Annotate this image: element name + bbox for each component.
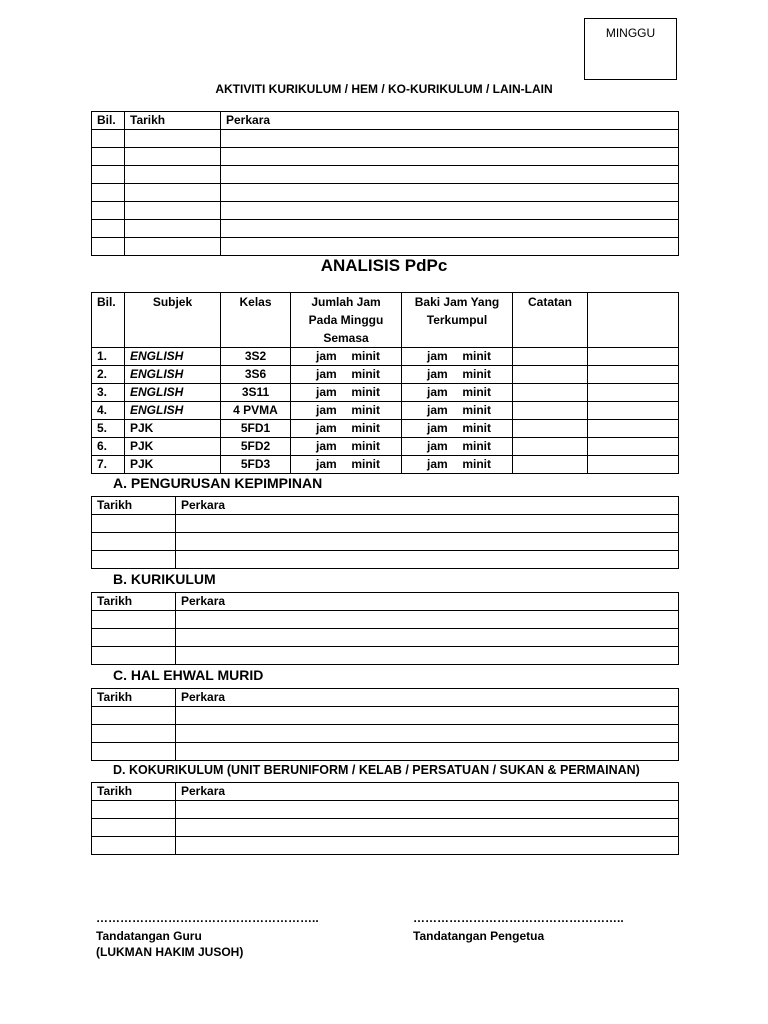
table-cell[interactable]: [92, 707, 176, 725]
col-perkara: Perkara: [221, 112, 679, 130]
jam-label: jam: [427, 385, 448, 399]
analisis-title: ANALISIS PdPc: [320, 256, 448, 275]
jam-label: jam: [427, 457, 448, 471]
jam-label: jam: [316, 385, 337, 399]
table-header-row: [92, 112, 679, 130]
table-cell[interactable]: [221, 220, 679, 238]
row-jumlah-jam[interactable]: [291, 402, 402, 420]
row-subjek: ENGLISH: [125, 366, 221, 384]
row-subjek: PJK: [125, 420, 221, 438]
table-row[interactable]: [92, 743, 679, 761]
table-row[interactable]: [92, 515, 679, 533]
row-extra[interactable]: [588, 384, 679, 402]
table-cell[interactable]: [221, 166, 679, 184]
row-bil: 4.: [92, 402, 125, 420]
row-jumlah-jam[interactable]: [291, 348, 402, 366]
table-cell[interactable]: [176, 629, 679, 647]
section-c-table: [91, 688, 679, 761]
table-row[interactable]: [92, 202, 679, 220]
col-catatan: Catatan: [513, 293, 588, 348]
table-cell[interactable]: [92, 166, 125, 184]
signature-label: Tandatangan Guru: [96, 929, 202, 943]
table-row[interactable]: [92, 837, 679, 855]
table-row[interactable]: [92, 533, 679, 551]
table-cell[interactable]: [125, 148, 221, 166]
table-row[interactable]: [92, 725, 679, 743]
row-kelas: 5FD3: [221, 456, 291, 474]
minit-label: minit: [462, 421, 491, 435]
col-bil: Bil.: [92, 112, 125, 130]
row-subjek: ENGLISH: [125, 402, 221, 420]
row-subjek: PJK: [125, 438, 221, 456]
minit-label: minit: [351, 457, 380, 471]
table-row[interactable]: [92, 366, 679, 384]
pdpc-body: [92, 348, 679, 474]
minit-label: minit: [462, 385, 491, 399]
row-subjek: ENGLISH: [125, 384, 221, 402]
row-catatan[interactable]: [513, 348, 588, 366]
table-row[interactable]: [92, 184, 679, 202]
table-cell[interactable]: [176, 647, 679, 665]
table-row[interactable]: [92, 130, 679, 148]
section-a-title: A. PENGURUSAN KEPIMPINAN: [113, 475, 323, 491]
table-row[interactable]: [92, 384, 679, 402]
table-cell[interactable]: [176, 837, 679, 855]
row-bil: 1.: [92, 348, 125, 366]
jam-label: jam: [316, 403, 337, 417]
row-catatan[interactable]: [513, 420, 588, 438]
row-extra[interactable]: [588, 366, 679, 384]
section-d-title: D. KOKURIKULUM (UNIT BERUNIFORM / KELAB / PERSATUAN / SUKAN & PERMAINAN): [113, 763, 640, 777]
row-baki-jam[interactable]: [402, 456, 513, 474]
table-cell[interactable]: [92, 551, 176, 569]
table-cell[interactable]: [92, 184, 125, 202]
table-row[interactable]: [92, 551, 679, 569]
col-tarikh: Tarikh: [92, 783, 176, 801]
activity-table: [91, 111, 679, 256]
table-cell[interactable]: [125, 166, 221, 184]
page-title: AKTIVITI KURIKULUM / HEM / KO-KURIKULUM / LAIN-LAIN: [215, 82, 553, 96]
minit-label: minit: [351, 403, 380, 417]
row-bil: 6.: [92, 438, 125, 456]
col-tarikh: Tarikh: [92, 593, 176, 611]
table-cell[interactable]: [92, 629, 176, 647]
section-b-title: B. KURIKULUM: [113, 571, 216, 587]
col-tarikh: Tarikh: [92, 689, 176, 707]
jam-label: jam: [316, 367, 337, 381]
jam-label: jam: [427, 439, 448, 453]
row-catatan[interactable]: [513, 438, 588, 456]
col-baki-jam: Baki Jam Yang Terkumpul: [402, 293, 513, 348]
row-baki-jam[interactable]: [402, 384, 513, 402]
table-cell[interactable]: [176, 725, 679, 743]
col-perkara: Perkara: [176, 593, 679, 611]
table-cell[interactable]: [125, 130, 221, 148]
section-c-title: C. HAL EHWAL MURID: [113, 667, 264, 683]
row-kelas: 3S11: [221, 384, 291, 402]
table-cell[interactable]: [92, 148, 125, 166]
table-cell[interactable]: [176, 743, 679, 761]
col-perkara: Perkara: [176, 497, 679, 515]
signature-pengetua: [413, 910, 624, 944]
table-cell[interactable]: [92, 130, 125, 148]
table-cell[interactable]: [176, 707, 679, 725]
row-catatan[interactable]: [513, 366, 588, 384]
jam-label: jam: [427, 349, 448, 363]
signature-line: ……………………………………………..: [413, 911, 624, 925]
row-kelas: 3S6: [221, 366, 291, 384]
col-bil: Bil.: [92, 293, 125, 348]
minit-label: minit: [351, 385, 380, 399]
row-baki-jam[interactable]: [402, 438, 513, 456]
table-row[interactable]: [92, 148, 679, 166]
table-cell[interactable]: [92, 819, 176, 837]
row-catatan[interactable]: [513, 402, 588, 420]
col-tarikh: Tarikh: [92, 497, 176, 515]
jam-label: jam: [427, 421, 448, 435]
table-cell[interactable]: [125, 220, 221, 238]
signature-guru: [96, 910, 319, 960]
table-row[interactable]: [92, 647, 679, 665]
minit-label: minit: [351, 439, 380, 453]
jam-label: jam: [427, 403, 448, 417]
table-cell[interactable]: [125, 184, 221, 202]
table-header-row: [92, 293, 679, 348]
row-bil: 3.: [92, 384, 125, 402]
table-row[interactable]: [92, 707, 679, 725]
row-extra[interactable]: [588, 402, 679, 420]
signature-label: Tandatangan Pengetua: [413, 929, 545, 943]
row-kelas: 5FD1: [221, 420, 291, 438]
table-cell[interactable]: [176, 819, 679, 837]
row-catatan[interactable]: [513, 456, 588, 474]
minggu-box: [584, 18, 677, 80]
table-row[interactable]: [92, 348, 679, 366]
row-kelas: 3S2: [221, 348, 291, 366]
table-cell[interactable]: [125, 202, 221, 220]
row-subjek: PJK: [125, 456, 221, 474]
table-row[interactable]: [92, 238, 679, 256]
minit-label: minit: [462, 403, 491, 417]
row-baki-jam[interactable]: [402, 348, 513, 366]
row-bil: 5.: [92, 420, 125, 438]
table-row[interactable]: [92, 801, 679, 819]
jam-label: jam: [316, 439, 337, 453]
table-cell[interactable]: [92, 611, 176, 629]
row-kelas: 4 PVMA: [221, 402, 291, 420]
minit-label: minit: [351, 421, 380, 435]
table-cell[interactable]: [92, 725, 176, 743]
table-cell[interactable]: [221, 202, 679, 220]
table-cell[interactable]: [221, 148, 679, 166]
table-cell[interactable]: [176, 533, 679, 551]
table-cell[interactable]: [221, 184, 679, 202]
row-kelas: 5FD2: [221, 438, 291, 456]
table-row[interactable]: [92, 456, 679, 474]
row-jumlah-jam[interactable]: [291, 384, 402, 402]
table-cell[interactable]: [125, 238, 221, 256]
jam-label: jam: [316, 457, 337, 471]
table-row[interactable]: [92, 611, 679, 629]
table-cell[interactable]: [92, 533, 176, 551]
minit-label: minit: [462, 367, 491, 381]
table-cell[interactable]: [92, 801, 176, 819]
table-cell[interactable]: [92, 238, 125, 256]
section-d-table: [91, 782, 679, 855]
table-row[interactable]: [92, 166, 679, 184]
minit-label: minit: [462, 439, 491, 453]
row-extra[interactable]: [588, 348, 679, 366]
row-subjek: ENGLISH: [125, 348, 221, 366]
row-jumlah-jam[interactable]: [291, 420, 402, 438]
row-extra[interactable]: [588, 438, 679, 456]
row-baki-jam[interactable]: [402, 402, 513, 420]
table-cell[interactable]: [176, 515, 679, 533]
row-catatan[interactable]: [513, 384, 588, 402]
table-cell[interactable]: [92, 515, 176, 533]
section-b-table: [91, 592, 679, 665]
col-kelas: Kelas: [221, 293, 291, 348]
table-cell[interactable]: [92, 743, 176, 761]
minggu-label: MINGGU: [605, 26, 656, 40]
table-header-row: [92, 497, 679, 515]
col-tarikh: Tarikh: [125, 112, 221, 130]
row-baki-jam[interactable]: [402, 420, 513, 438]
table-row[interactable]: [92, 629, 679, 647]
table-cell[interactable]: [92, 220, 125, 238]
jam-label: jam: [316, 349, 337, 363]
table-cell[interactable]: [92, 647, 176, 665]
table-cell[interactable]: [176, 611, 679, 629]
row-jumlah-jam[interactable]: [291, 366, 402, 384]
section-a-table: [91, 496, 679, 569]
table-cell[interactable]: [92, 837, 176, 855]
row-bil: 7.: [92, 456, 125, 474]
col-subjek: Subjek: [125, 293, 221, 348]
table-header-row: [92, 689, 679, 707]
row-bil: 2.: [92, 366, 125, 384]
row-extra[interactable]: [588, 420, 679, 438]
table-header-row: [92, 783, 679, 801]
table-cell[interactable]: [176, 551, 679, 569]
col-jumlah-jam: Jumlah Jam Pada Minggu Semasa: [291, 293, 402, 348]
table-row[interactable]: [92, 420, 679, 438]
minit-label: minit: [351, 367, 380, 381]
table-cell[interactable]: [221, 238, 679, 256]
col-extra: [588, 293, 679, 348]
table-cell[interactable]: [176, 801, 679, 819]
row-jumlah-jam[interactable]: [291, 438, 402, 456]
row-jumlah-jam[interactable]: [291, 456, 402, 474]
jam-label: jam: [316, 421, 337, 435]
table-header-row: [92, 593, 679, 611]
col-perkara: Perkara: [176, 783, 679, 801]
table-row[interactable]: [92, 438, 679, 456]
row-extra[interactable]: [588, 456, 679, 474]
minit-label: minit: [351, 349, 380, 363]
pdpc-table: [91, 292, 679, 474]
minit-label: minit: [462, 349, 491, 363]
table-row[interactable]: [92, 220, 679, 238]
table-cell[interactable]: [92, 202, 125, 220]
table-row[interactable]: [92, 402, 679, 420]
teacher-name: (LUKMAN HAKIM JUSOH): [96, 945, 244, 959]
signature-line: ………………………………………………..: [96, 911, 319, 925]
row-baki-jam[interactable]: [402, 366, 513, 384]
col-perkara: Perkara: [176, 689, 679, 707]
minit-label: minit: [462, 457, 491, 471]
table-row[interactable]: [92, 819, 679, 837]
jam-label: jam: [427, 367, 448, 381]
table-cell[interactable]: [221, 130, 679, 148]
